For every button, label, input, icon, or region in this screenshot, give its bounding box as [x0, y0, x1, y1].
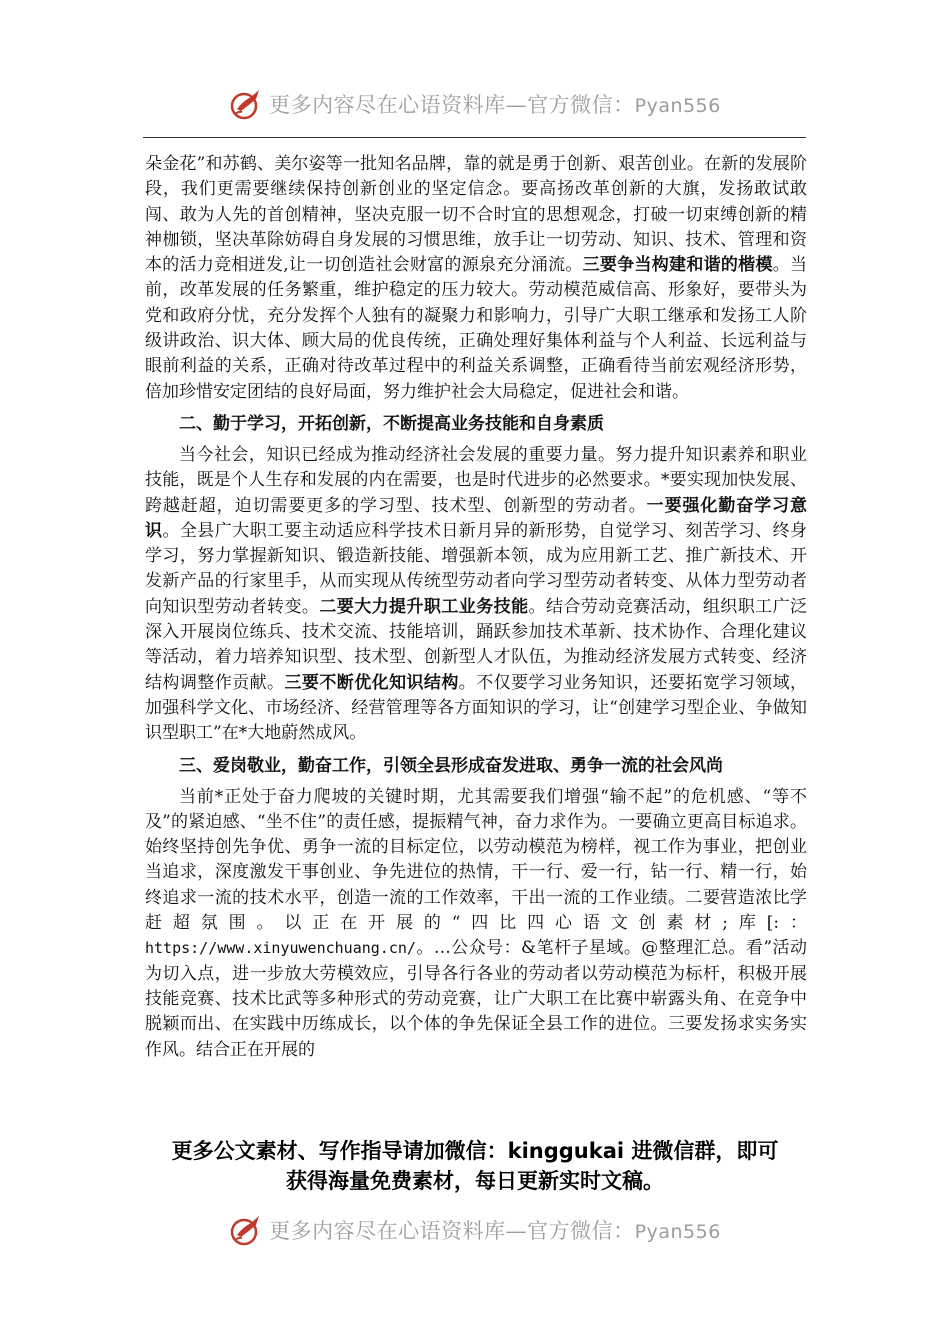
section-heading-3: 三、爱岗敬业，勤奋工作，引领全县形成奋发进取、勇争一流的社会风尚: [179, 755, 723, 776]
banner-text: 更多内容尽在心语资料库—官方微信：Pyan556: [269, 93, 721, 117]
promo-text: [100, 1136, 850, 1196]
footer-banner: [0, 1210, 950, 1250]
paragraph: 朵金花”和苏鹤、美尔姿等一批知名品牌，靠的就是勇于创新、艰苦创业。在新的发展阶段，我们更需要继续保持创新创业的坚定信念。要高扬改革创新的大旗，发扬敢试敢闯、敢为人先的首创精神，坚决克服一切不合时宜的思想观念，打破一切束缚创新的精神枷锁，坚决革除妨碍自身发展的习惯思维，放手让一切劳动、知识、技术、管理和资本的活力竞相迸发,让一切创造社会财富的源泉充分涌流。三要争当构建和谐的楷模。当前，改革发展的任务繁重，维护稳定的压力较大。劳动模范威信高、形象好，要带头为党和政府分忧，充分发挥个人独有的凝聚力和影响力，引导广大职工继承和发扬工人阶级讲政治、识大体、顾大局的优良传统，正确处理好集体利益与个人利益、长远利益与眼前利益的关系，正确对待改革过程中的利益关系调整，正确看待当前宏观经济形势，倍加珍惜安定团结的良好局面，努力维护社会大局稳定，促进社会和谐。: [145, 154, 808, 402]
source-url: https://www.xinyuwenchuang.cn/: [145, 939, 416, 958]
promo-line-1: 更多公文素材、写作指导请加微信：kinggukai 进微信群，即可: [171, 1139, 779, 1163]
pen-brush-logo-icon: [229, 1213, 263, 1247]
banner-text: 更多内容尽在心语资料库—官方微信：Pyan556: [269, 1219, 721, 1243]
promo-line-2: 获得海量免费素材，每日更新实时文稿。: [286, 1169, 664, 1193]
header-banner: [0, 84, 950, 124]
document-body: [145, 152, 807, 1063]
pen-brush-logo-icon: [229, 87, 263, 121]
section-heading-2: 二、勤于学习，开拓创新，不断提高业务技能和自身素质: [179, 413, 604, 434]
header-rule: [143, 137, 806, 138]
paragraph: 当前*正处于奋力爬坡的关键时期，尤其需要我们增强“输不起”的危机感、“等不及”的紧迫感、“坐不住”的责任感，提振精气神，奋力求作为。一要确立更高目标追求。始终坚持创先争优、勇争一流的目标定位，以劳动模范为榜样，视工作为事业，把创业当追求，深度激发干事创业、争先进位的热情，干一行、爱一行，钻一行、精一行，始终追求一流的技术水平，创造一流的工作效率，干出一流的工作业绩。二要营造浓比学赶超氛围。以正在开展的“四比四心语文创素材;库[:：https://www.xinyuwenchuang.cn/。…公众号：&笔杆子星域。@整理汇总。看”活动为切入点，进一步放大劳模效应，引导各行各业的劳动者以劳动模范为标杆，积极开展技能竞赛、技术比武等多种形式的劳动竞赛，让广大职工在比赛中崭露头角、在竞争中脱颖而出、在实践中历练成长，以个体的争先保证全县工作的进位。三要发扬求实务实作风。结合正在开展的: [145, 786, 807, 1060]
paragraph: 当今社会，知识已经成为推动经济社会发展的重要力量。努力提升知识素养和职业技能，既是个人生存和发展的内在需要，也是时代进步的必然要求。*要实现加快发展、跨越赶超，迫切需要更多的学习型、技术型、创新型的劳动者。一要强化勤奋学习意识。全县广大职工要主动适应科学技术日新月异的新形势，自觉学习、刻苦学习、终身学习，努力掌握新知识、锻造新技能、增强新本领，成为应用新工艺、推广新技术、开发新产品的行家里手，从而实现从传统型劳动者向学习型劳动者转变、从体力型劳动者向知识型劳动者转变。二要大力提升职工业务技能。结合劳动竞赛活动，组织职工广泛深入开展岗位练兵、技术交流、技能培训，踊跃参加技术革新、技术协作、合理化建议等活动，着力培养知识型、技术型、创新型人才队伍，为推动经济发展方式转变、经济结构调整作贡献。三要不断优化知识结构。不仅要学习业务知识，还要拓宽学习领域，加强科学文化、市场经济、经营管理等各方面知识的学习，让“创建学习型企业、争做知识型职工”在*大地蔚然成风。: [145, 444, 808, 744]
